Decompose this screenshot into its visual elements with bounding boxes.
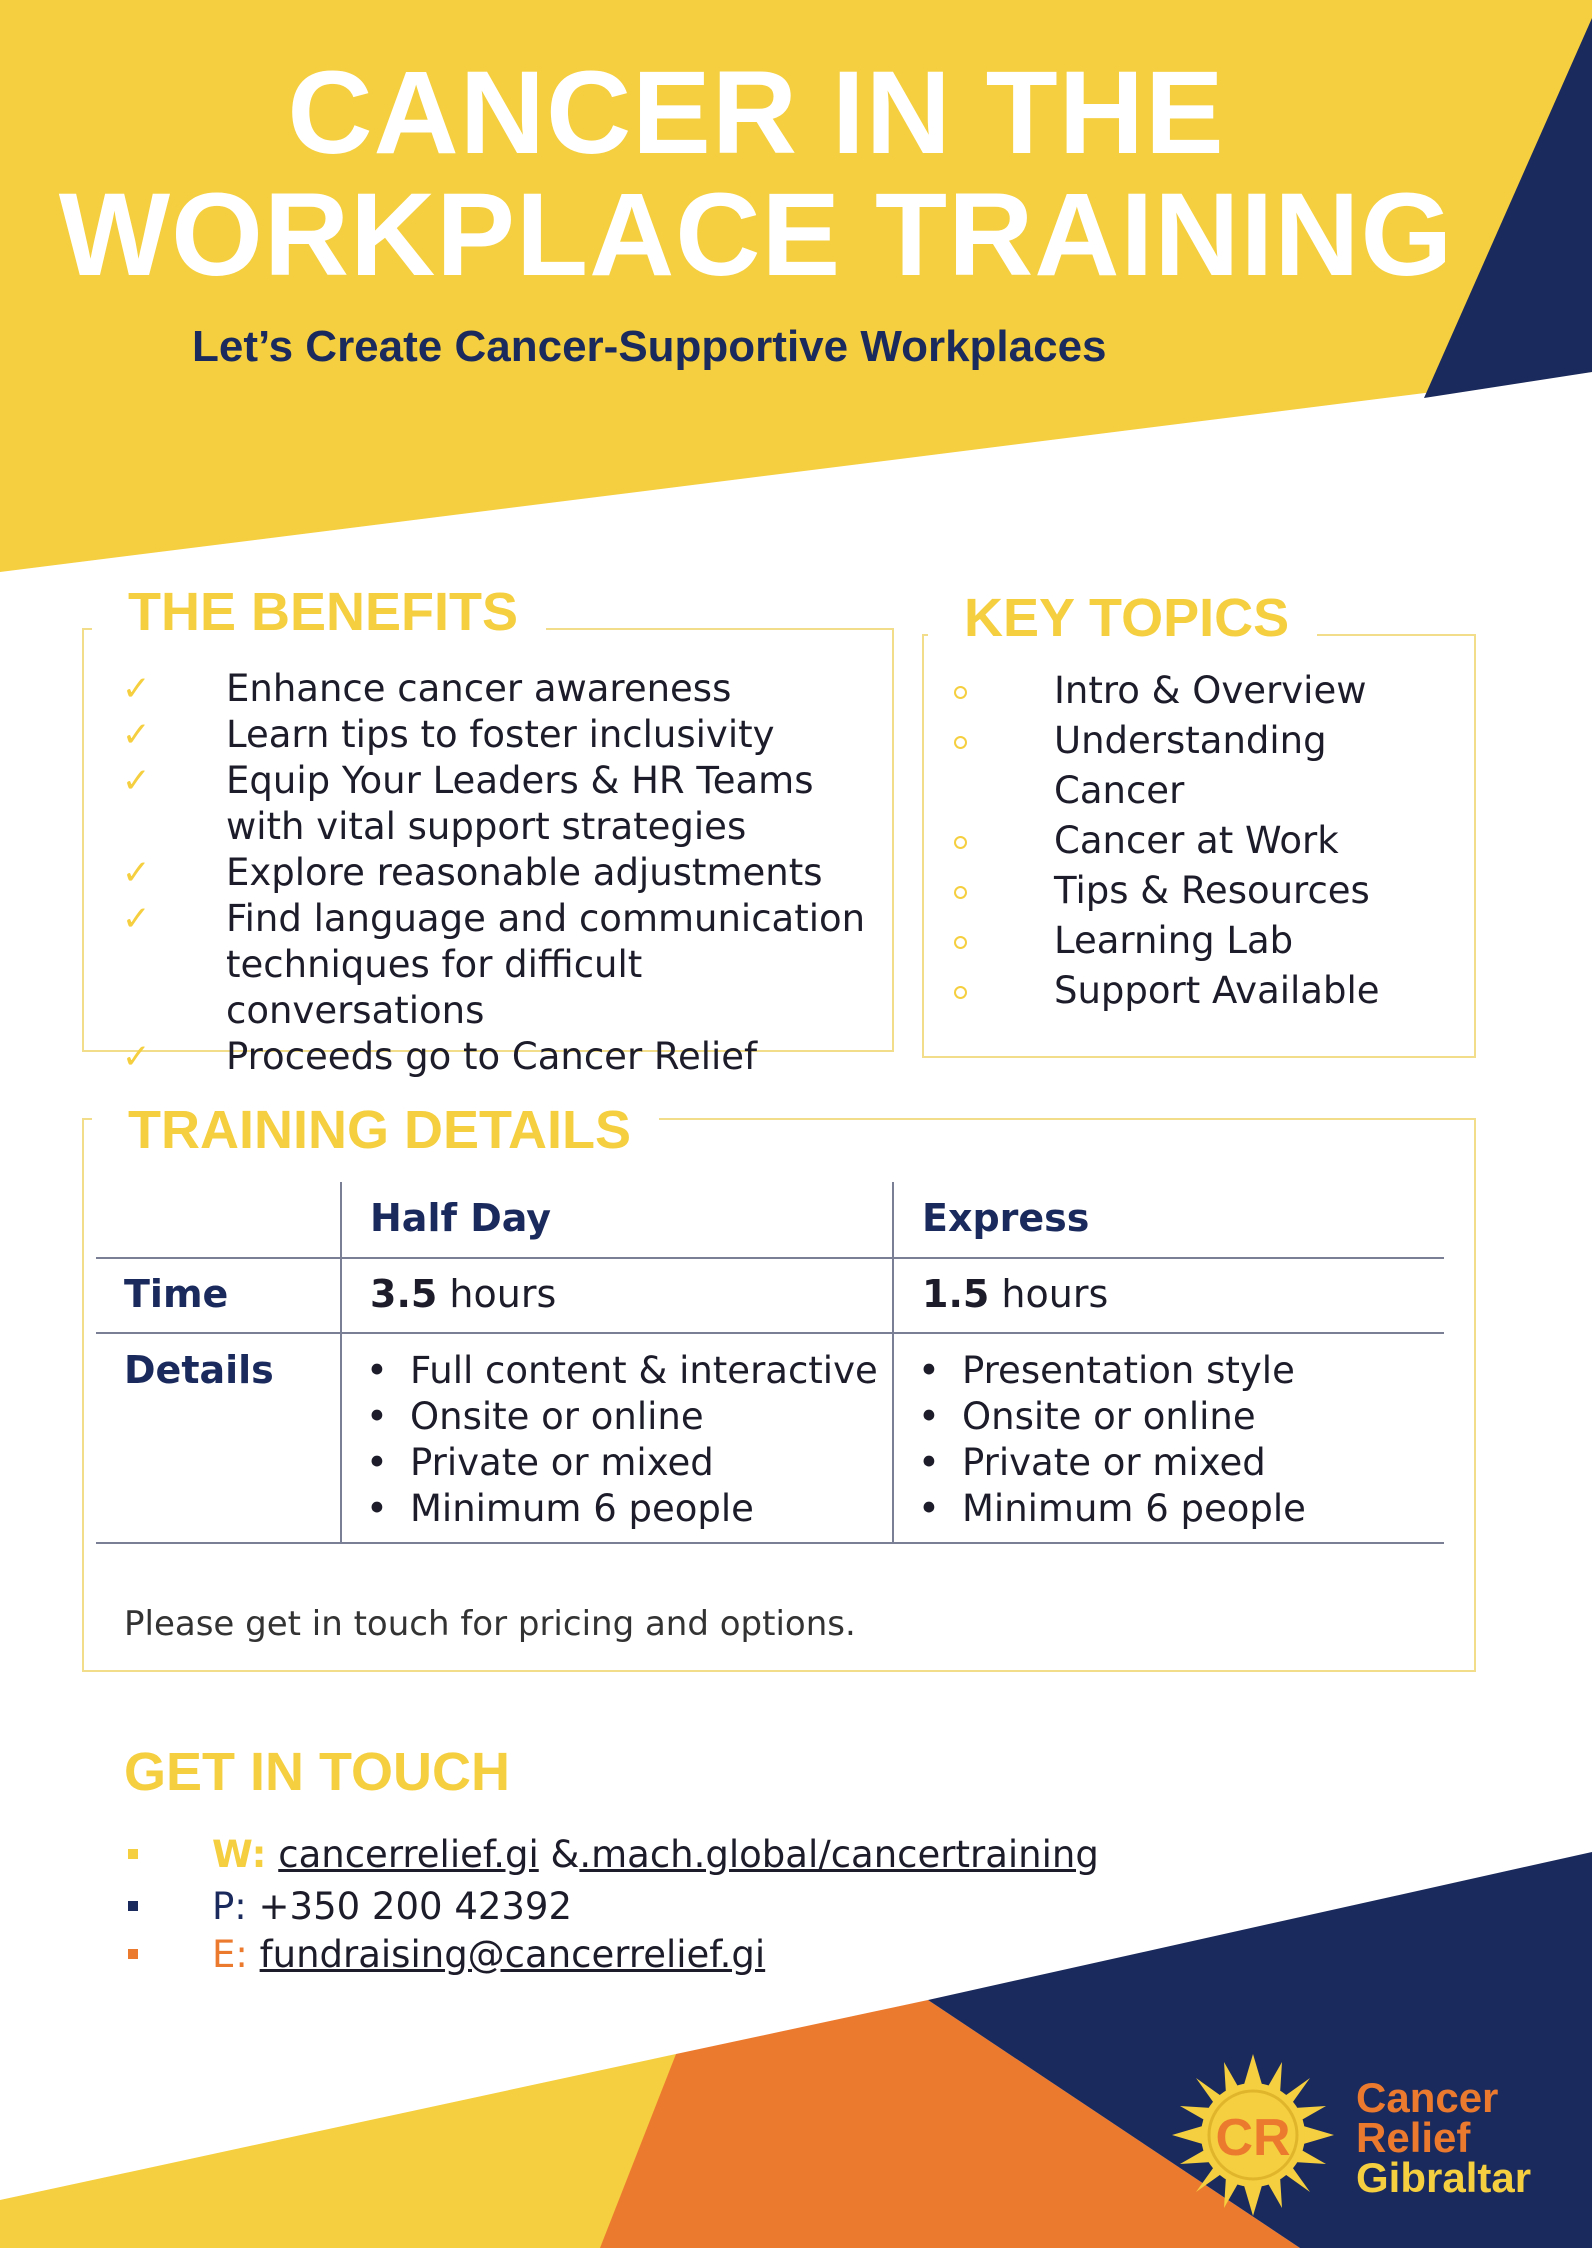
column-divider xyxy=(892,1182,894,1544)
row-divider xyxy=(96,1332,1444,1334)
row-divider xyxy=(96,1542,1444,1544)
benefit-item xyxy=(122,758,882,850)
column-divider xyxy=(340,1182,342,1544)
square-bullet-icon xyxy=(128,1901,138,1911)
benefit-item xyxy=(122,850,882,896)
express-detail-item: • Onsite or online xyxy=(910,1394,1306,1440)
row-label-time: Time xyxy=(124,1272,229,1316)
check-icon: ✓ xyxy=(122,853,151,893)
benefit-text: Find language and communication techniques for difficult conversations xyxy=(226,897,866,1032)
check-icon: ✓ xyxy=(122,761,151,801)
benefits-heading: THE BENEFITS xyxy=(92,584,546,640)
half-day-details xyxy=(358,1348,878,1532)
topic-text: Intro & Overview xyxy=(1054,669,1367,712)
logo-line-1: Cancer xyxy=(1356,2074,1499,2121)
training-heading: TRAINING DETAILS xyxy=(92,1102,659,1158)
express-time-value: 1.5 xyxy=(922,1272,990,1316)
topic-item xyxy=(950,866,1460,916)
benefit-text: Learn tips to foster inclusivity xyxy=(226,713,775,756)
page-title xyxy=(0,47,1512,301)
row-label-details: Details xyxy=(124,1348,274,1392)
contact-email xyxy=(128,1930,765,1980)
column-header-half-day: Half Day xyxy=(370,1196,552,1240)
contact-web xyxy=(128,1830,1099,1880)
contact-heading: GET IN TOUCH xyxy=(124,1742,511,1802)
half-day-detail-item: • Private or mixed xyxy=(358,1440,878,1486)
logo-line-2: Relief xyxy=(1356,2114,1471,2161)
topic-text: Tips & Resources xyxy=(1054,869,1370,912)
express-detail-item: • Presentation style xyxy=(910,1348,1306,1394)
benefit-item xyxy=(122,896,882,1034)
circle-bullet-icon xyxy=(954,886,967,899)
web-separator: & xyxy=(550,1833,580,1876)
phone-number[interactable]: +350 200 42392 xyxy=(258,1885,573,1928)
check-icon: ✓ xyxy=(122,899,151,939)
topic-text: Support Available xyxy=(1054,969,1380,1012)
half-day-detail-item: • Onsite or online xyxy=(358,1394,878,1440)
topic-item xyxy=(950,816,1460,866)
express-detail-item: • Minimum 6 people xyxy=(910,1486,1306,1532)
benefit-item xyxy=(122,712,882,758)
topic-text: Cancer at Work xyxy=(1054,819,1339,862)
phone-label: P: xyxy=(212,1885,247,1928)
pricing-note: Please get in touch for pricing and options. xyxy=(124,1604,856,1644)
express-details xyxy=(910,1348,1306,1532)
email-link[interactable]: fundraising@cancerrelief.gi xyxy=(259,1933,766,1976)
logo xyxy=(1168,2050,1578,2220)
benefit-item xyxy=(122,1034,882,1080)
topic-item xyxy=(950,716,1460,816)
benefit-text: Explore reasonable adjustments xyxy=(226,851,823,894)
topic-item xyxy=(950,916,1460,966)
topic-item xyxy=(950,666,1460,716)
express-time-unit: hours xyxy=(1001,1272,1109,1316)
footer-yellow-shape xyxy=(0,2054,676,2248)
half-day-time-value: 3.5 xyxy=(370,1272,438,1316)
circle-bullet-icon xyxy=(954,686,967,699)
topic-text: Understanding Cancer xyxy=(1054,719,1327,812)
express-detail-item: • Private or mixed xyxy=(910,1440,1306,1486)
contact-phone xyxy=(128,1882,572,1932)
circle-bullet-icon xyxy=(954,836,967,849)
check-icon: ✓ xyxy=(122,715,151,755)
website-link[interactable]: cancerrelief.gi xyxy=(278,1833,539,1876)
topics-heading: KEY TOPICS xyxy=(928,590,1317,646)
title-line-1: CANCER IN THE xyxy=(287,47,1225,179)
row-divider xyxy=(96,1257,1444,1259)
benefit-item xyxy=(122,666,882,712)
logo-wordmark xyxy=(1356,2074,1532,2201)
page-subtitle: Let’s Create Cancer-Supportive Workplaces xyxy=(192,322,1107,371)
circle-bullet-icon xyxy=(954,736,967,749)
benefits-list xyxy=(122,666,882,1080)
half-day-time xyxy=(370,1272,556,1316)
topic-item xyxy=(950,966,1460,1016)
logo-initials: CR xyxy=(1215,2109,1291,2167)
topics-list xyxy=(950,666,1460,1016)
half-day-detail-item: • Full content & interactive xyxy=(358,1348,878,1394)
circle-bullet-icon xyxy=(954,936,967,949)
training-link[interactable]: .mach.global/cancertraining xyxy=(579,1833,1099,1876)
circle-bullet-icon xyxy=(954,986,967,999)
express-time xyxy=(922,1272,1108,1316)
check-icon: ✓ xyxy=(122,669,151,709)
square-bullet-icon xyxy=(128,1949,138,1959)
check-icon: ✓ xyxy=(122,1037,151,1077)
benefit-text: Enhance cancer awareness xyxy=(226,667,732,710)
email-label: E: xyxy=(212,1933,248,1976)
logo-line-3: Gibraltar xyxy=(1356,2154,1532,2201)
square-bullet-icon xyxy=(128,1849,138,1859)
title-line-2: WORKPLACE TRAINING xyxy=(58,169,1454,301)
benefit-text: Equip Your Leaders & HR Teams with vital support strategies xyxy=(226,759,814,848)
web-label: W: xyxy=(212,1833,267,1876)
benefit-text: Proceeds go to Cancer Relief xyxy=(226,1035,758,1078)
column-header-express: Express xyxy=(922,1196,1090,1240)
topic-text: Learning Lab xyxy=(1054,919,1294,962)
half-day-time-unit: hours xyxy=(449,1272,557,1316)
half-day-detail-item: • Minimum 6 people xyxy=(358,1486,878,1532)
